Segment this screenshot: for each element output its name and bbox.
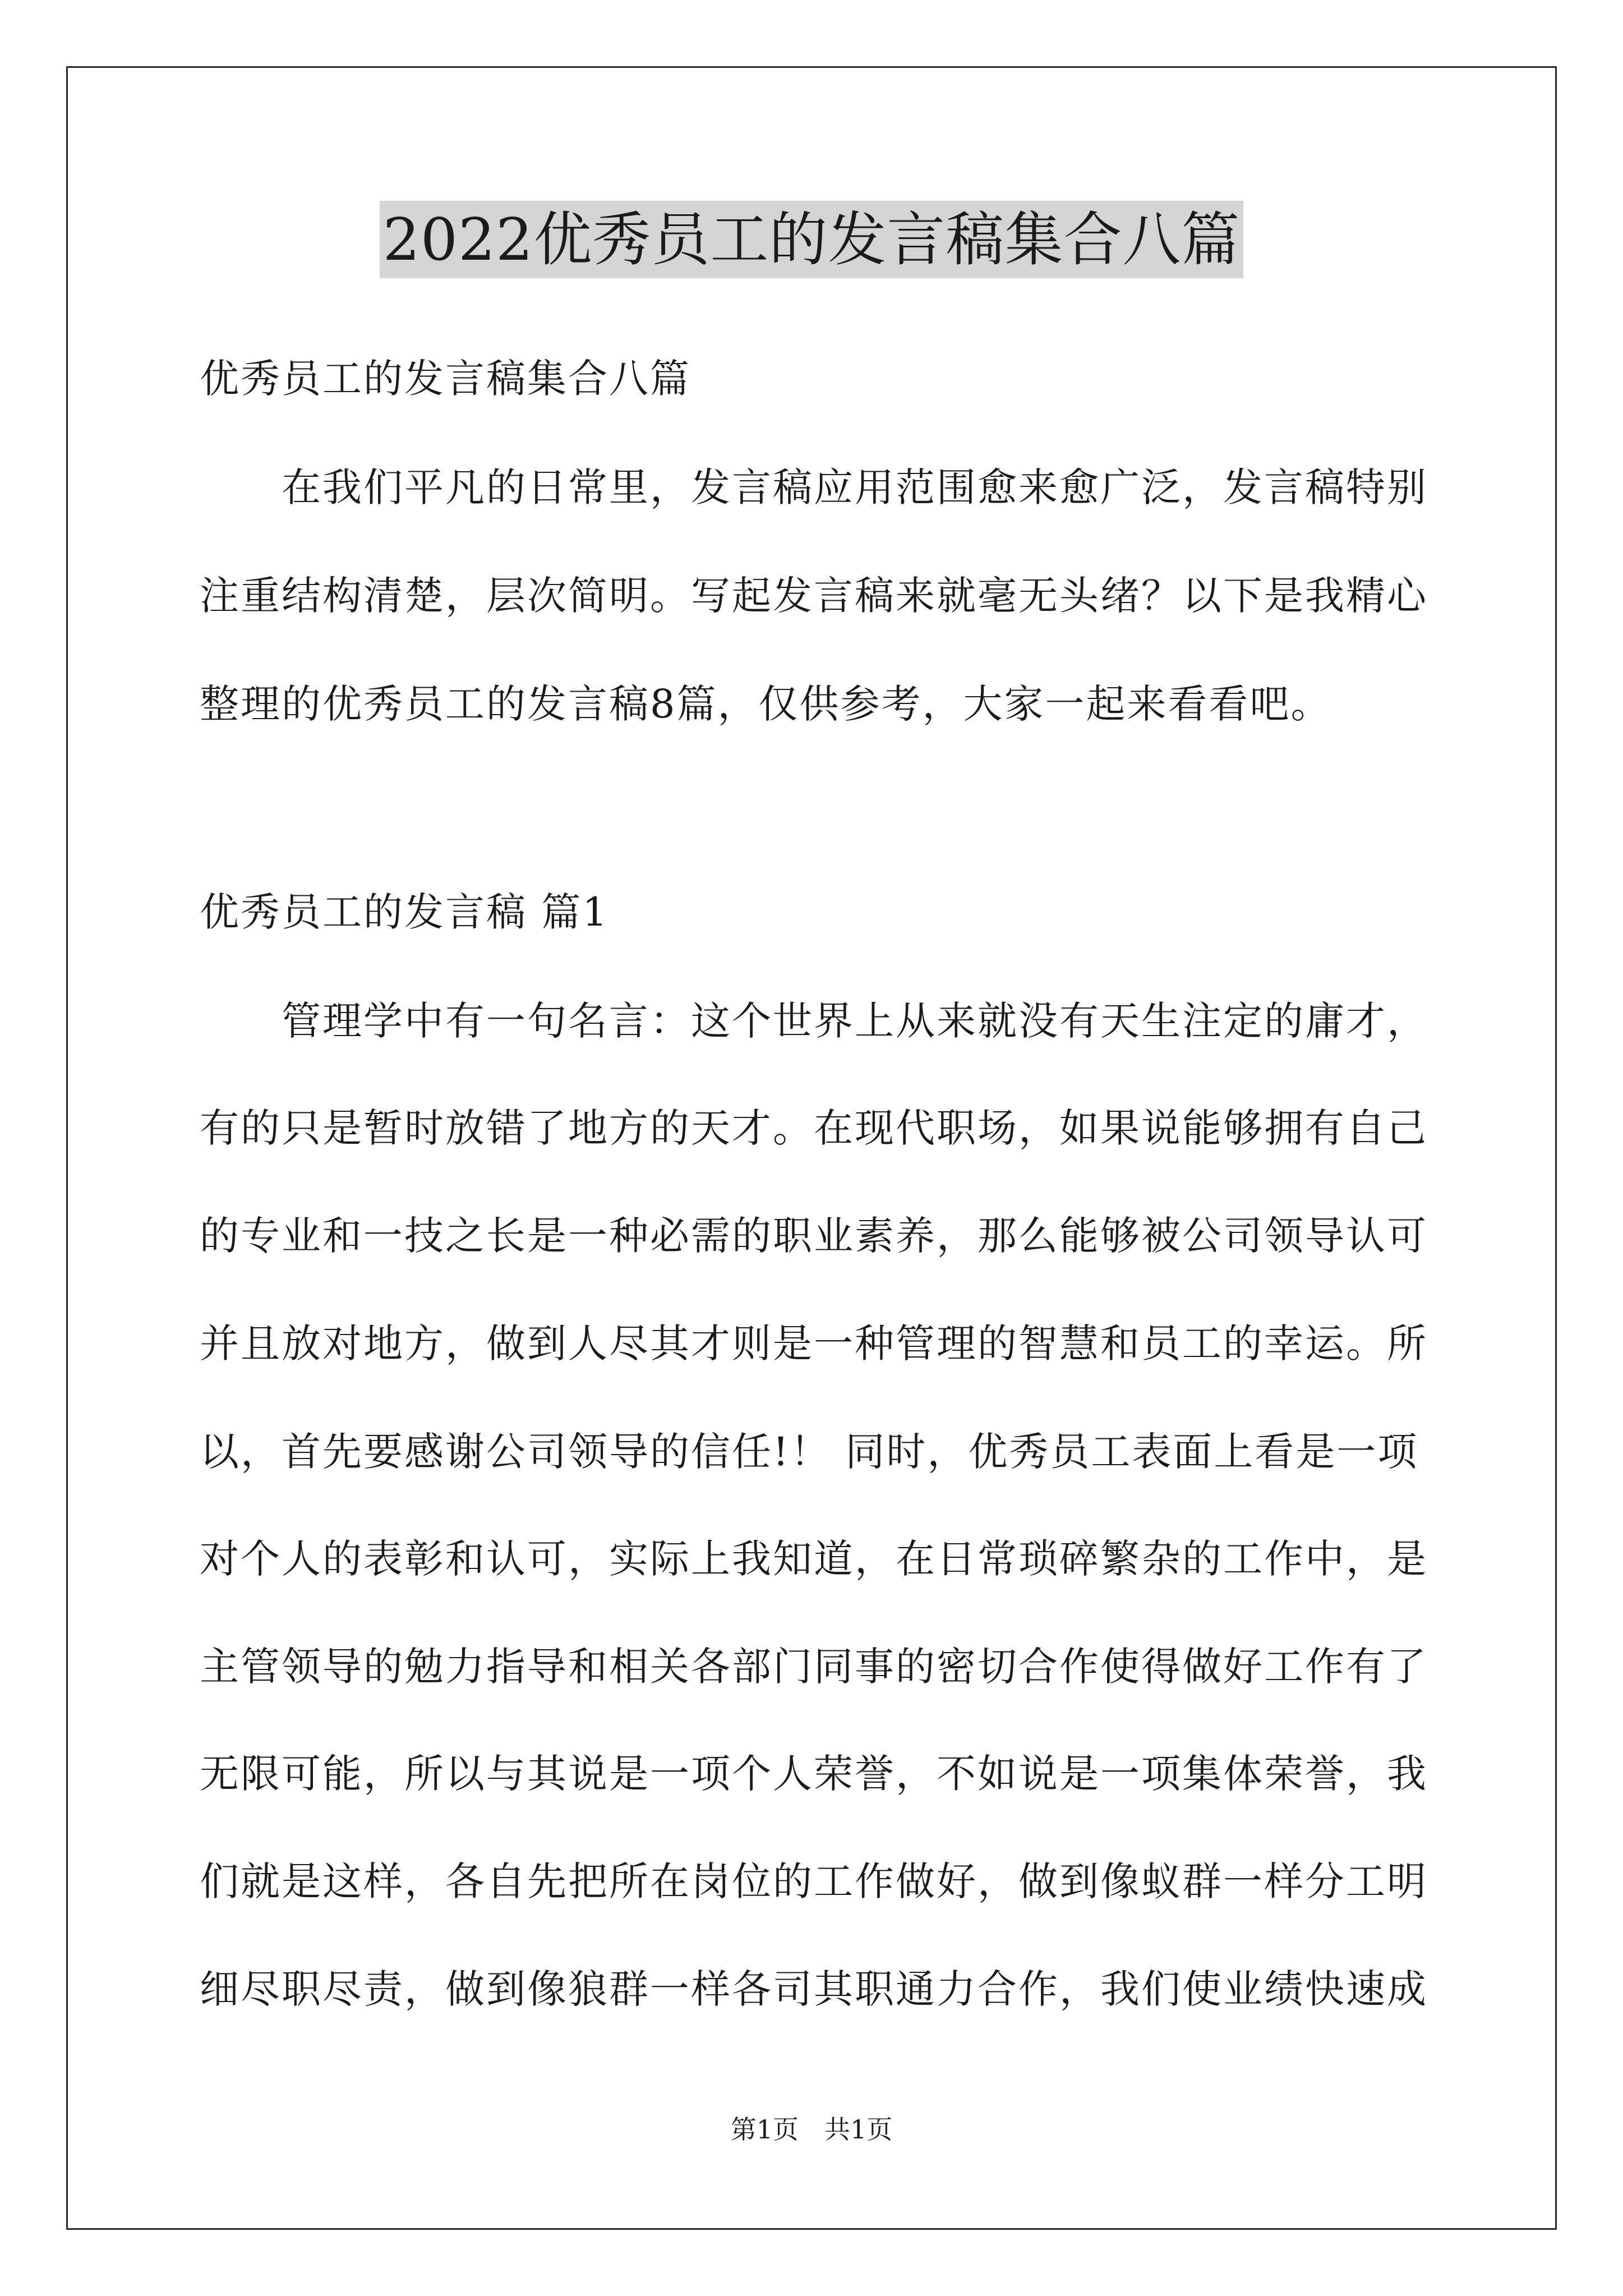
body-line: 们就是这样，各自先把所在岗位的工作做好，做到像蚁群一样分工明 <box>200 1858 1428 1904</box>
body-line: 管理学中有一句名言：这个世界上从来就没有天生注定的庸才， <box>200 998 1428 1044</box>
body-line: 细尽职尽责，做到像狼群一样各司其职通力合作，我们使业绩快速成 <box>200 1966 1428 2012</box>
intro-line: 整理的优秀员工的发言稿8篇，仅供参考，大家一起来看看吧。 <box>200 681 1332 727</box>
subtitle: 优秀员工的发言稿集合八篇 <box>200 356 691 402</box>
body-line: 对个人的表彰和认可，实际上我知道，在日常琐碎繁杂的工作中，是 <box>200 1536 1428 1582</box>
body-line: 无限可能，所以与其说是一项个人荣誉，不如说是一项集体荣誉，我 <box>200 1751 1428 1797</box>
page-footer: 第1页 共1页 <box>730 2114 893 2145</box>
body-line: 的专业和一技之长是一种必需的职业素养，那么能够被公司领导认可 <box>200 1213 1428 1259</box>
document-title: 2022优秀员工的发言稿集合八篇 <box>380 201 1244 278</box>
intro-line: 注重结构清楚，层次简明。写起发言稿来就毫无头绪？以下是我精心 <box>200 573 1428 619</box>
body-line: 有的只是暂时放错了地方的天才。在现代职场，如果说能够拥有自己 <box>200 1105 1428 1151</box>
body-line: 主管领导的勉力指导和相关各部门同事的密切合作使得做好工作有了 <box>200 1644 1428 1690</box>
body-line: 并且放对地方，做到人尽其才则是一种管理的智慧和员工的幸运。所 <box>200 1320 1428 1366</box>
section-heading: 优秀员工的发言稿 篇1 <box>200 889 609 935</box>
title-container <box>0 201 1623 278</box>
intro-line: 在我们平凡的日常里，发言稿应用范围愈来愈广泛，发言稿特别 <box>200 464 1428 510</box>
body-line: 以，首先要感谢公司领导的信任!！ 同时，优秀员工表面上看是一项 <box>200 1429 1419 1475</box>
